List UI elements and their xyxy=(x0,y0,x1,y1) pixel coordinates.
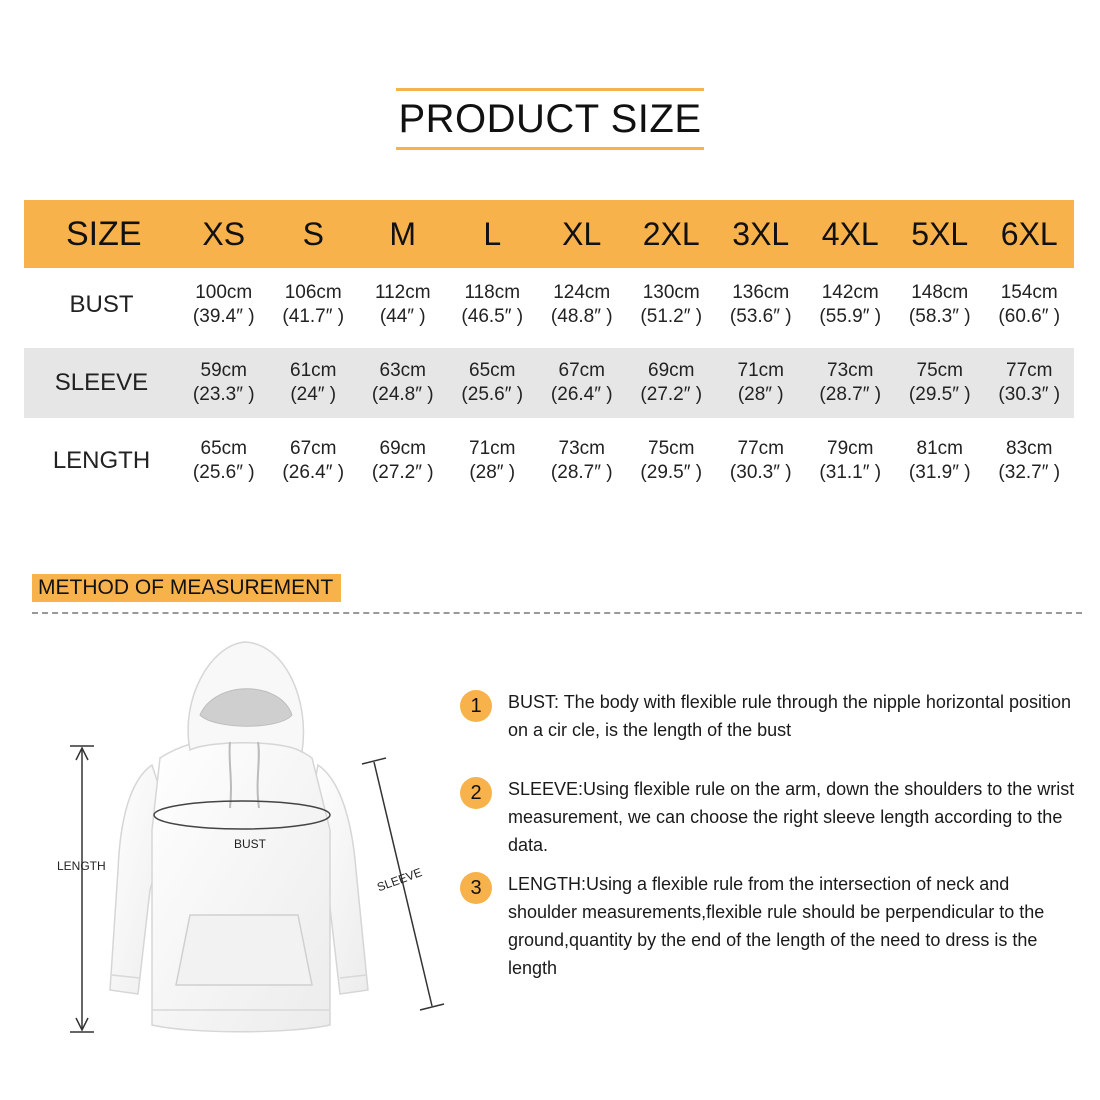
measure-cm: 59cm xyxy=(200,360,247,381)
page-title: PRODUCT SIZE xyxy=(398,96,702,141)
measure-inch: (41.7″ ) xyxy=(282,306,345,327)
measure-cm: 63cm xyxy=(379,360,426,381)
size-cell xyxy=(716,268,806,342)
size-row-length xyxy=(24,424,1074,498)
size-cell xyxy=(448,424,538,498)
measure-inch: (28″ ) xyxy=(737,384,784,405)
measure-inch: (29.5″ ) xyxy=(908,384,971,405)
measure-cm: 130cm xyxy=(642,282,700,303)
title-frame xyxy=(396,88,704,150)
size-col-header: 2XL xyxy=(627,200,717,268)
measure-inch: (53.6″ ) xyxy=(729,306,792,327)
measure-inch: (30.3″ ) xyxy=(998,384,1061,405)
size-cell xyxy=(269,348,359,418)
step-length xyxy=(460,870,1080,982)
measure-cm: 136cm xyxy=(732,282,790,303)
measure-cm: 75cm xyxy=(916,360,963,381)
size-cell xyxy=(179,424,269,498)
measure-cm: 83cm xyxy=(1006,438,1053,459)
measure-cm: 142cm xyxy=(821,282,879,303)
measure-inch: (25.6″ ) xyxy=(461,384,524,405)
measure-cm: 71cm xyxy=(737,360,784,381)
measure-inch: (58.3″ ) xyxy=(908,306,971,327)
measure-inch: (27.2″ ) xyxy=(640,384,703,405)
measure-cm: 67cm xyxy=(558,360,605,381)
measure-inch: (26.4″ ) xyxy=(550,384,613,405)
size-cell xyxy=(895,268,985,342)
section-divider xyxy=(32,612,1082,614)
hoodie-diagram xyxy=(40,630,460,1050)
measure-cm: 69cm xyxy=(379,438,426,459)
step-text: SLEEVE:Using flexible rule on the arm, down the shoulders to the wrist measurement, we can choose the right sleeve length according to the data. xyxy=(508,779,1075,855)
step-sleeve xyxy=(460,775,1080,859)
size-cell xyxy=(269,268,359,342)
measure-inch: (48.8″ ) xyxy=(550,306,613,327)
sleeve-diagram-label: SLEEVE xyxy=(375,865,424,895)
size-cell xyxy=(627,424,717,498)
measure-cm: 67cm xyxy=(290,438,337,459)
measure-inch: (28.7″ ) xyxy=(550,462,613,483)
size-col-header: 5XL xyxy=(895,200,985,268)
size-row-bust xyxy=(24,268,1074,342)
size-cell xyxy=(537,268,627,342)
measure-inch: (24″ ) xyxy=(290,384,337,405)
hoodie-body xyxy=(152,740,330,1032)
measure-cm: 79cm xyxy=(827,438,874,459)
size-col-header: 3XL xyxy=(716,200,806,268)
hoodie-pocket xyxy=(176,915,312,985)
measure-inch: (26.4″ ) xyxy=(282,462,345,483)
size-cell xyxy=(627,348,717,418)
measure-inch: (27.2″ ) xyxy=(371,462,434,483)
measure-cm: 73cm xyxy=(827,360,874,381)
measure-inch: (28″ ) xyxy=(469,462,516,483)
measure-inch: (31.1″ ) xyxy=(819,462,882,483)
size-cell xyxy=(895,424,985,498)
size-col-header: S xyxy=(269,200,359,268)
measure-cm: 106cm xyxy=(284,282,342,303)
size-cell xyxy=(537,424,627,498)
size-cell xyxy=(448,348,538,418)
size-col-header: 6XL xyxy=(985,200,1075,268)
size-cell xyxy=(985,424,1075,498)
size-cell xyxy=(269,424,359,498)
step-text: LENGTH:Using a flexible rule from the intersection of neck and shoulder measurements,flexible rule should be perpendicular to the ground,quantity by the end of the length of the need to dress is the length xyxy=(508,874,1045,978)
measure-inch: (31.9″ ) xyxy=(908,462,971,483)
measure-inch: (28.7″ ) xyxy=(819,384,882,405)
method-heading: METHOD OF MEASUREMENT xyxy=(32,574,341,602)
size-col-header: M xyxy=(358,200,448,268)
measure-inch: (29.5″ ) xyxy=(640,462,703,483)
size-cell xyxy=(358,268,448,342)
size-cell xyxy=(627,268,717,342)
size-chart-table xyxy=(24,200,1074,498)
measure-inch: (23.3″ ) xyxy=(192,384,255,405)
measure-cm: 77cm xyxy=(737,438,784,459)
size-cell xyxy=(537,348,627,418)
size-cell xyxy=(806,424,896,498)
measure-cm: 71cm xyxy=(469,438,516,459)
measure-cm: 124cm xyxy=(553,282,611,303)
measure-cm: 75cm xyxy=(648,438,695,459)
size-cell xyxy=(179,348,269,418)
size-col-header: XL xyxy=(537,200,627,268)
step-number-badge: 3 xyxy=(460,872,492,904)
measure-inch: (30.3″ ) xyxy=(729,462,792,483)
size-cell xyxy=(448,268,538,342)
row-label: SLEEVE xyxy=(24,348,179,418)
measure-cm: 65cm xyxy=(200,438,247,459)
size-header-label: SIZE xyxy=(24,200,179,268)
size-cell xyxy=(806,268,896,342)
size-col-header: L xyxy=(448,200,538,268)
size-cell xyxy=(895,348,985,418)
measure-cm: 148cm xyxy=(911,282,969,303)
measure-inch: (55.9″ ) xyxy=(819,306,882,327)
size-cell xyxy=(806,348,896,418)
measure-cm: 112cm xyxy=(374,282,431,303)
measure-cm: 77cm xyxy=(1006,360,1053,381)
size-cell xyxy=(716,348,806,418)
measure-cm: 118cm xyxy=(464,282,521,303)
measure-inch: (44″ ) xyxy=(379,306,426,327)
size-col-header: 4XL xyxy=(806,200,896,268)
measure-cm: 65cm xyxy=(469,360,516,381)
length-diagram-label: LENGTH xyxy=(57,859,106,873)
step-number-badge: 1 xyxy=(460,690,492,722)
measure-inch: (24.8″ ) xyxy=(371,384,434,405)
size-cell xyxy=(358,348,448,418)
measure-inch: (32.7″ ) xyxy=(998,462,1061,483)
measure-cm: 73cm xyxy=(558,438,605,459)
measure-cm: 81cm xyxy=(916,438,963,459)
size-col-header: XS xyxy=(179,200,269,268)
measure-inch: (60.6″ ) xyxy=(998,306,1061,327)
measure-inch: (51.2″ ) xyxy=(640,306,703,327)
size-cell xyxy=(985,348,1075,418)
measure-cm: 100cm xyxy=(195,282,253,303)
size-cell xyxy=(985,268,1075,342)
step-number-badge: 2 xyxy=(460,777,492,809)
size-cell xyxy=(358,424,448,498)
measure-inch: (46.5″ ) xyxy=(461,306,524,327)
measure-cm: 61cm xyxy=(290,360,337,381)
measure-inch: (25.6″ ) xyxy=(192,462,255,483)
size-cell xyxy=(179,268,269,342)
size-header-row xyxy=(24,200,1074,268)
hoodie-drawstring xyxy=(258,742,259,808)
step-text: BUST: The body with flexible rule through the nipple horizontal position on a cir cle, is the length of the bust xyxy=(508,692,1072,740)
row-label: LENGTH xyxy=(52,447,151,474)
measure-cm: 69cm xyxy=(648,360,695,381)
row-label: BUST xyxy=(69,291,134,318)
size-cell xyxy=(716,424,806,498)
bust-diagram-label: BUST xyxy=(234,837,267,851)
step-bust xyxy=(460,688,1080,744)
size-row-sleeve xyxy=(24,348,1074,418)
measure-inch: (39.4″ ) xyxy=(192,306,255,327)
measure-cm: 154cm xyxy=(1000,282,1058,303)
